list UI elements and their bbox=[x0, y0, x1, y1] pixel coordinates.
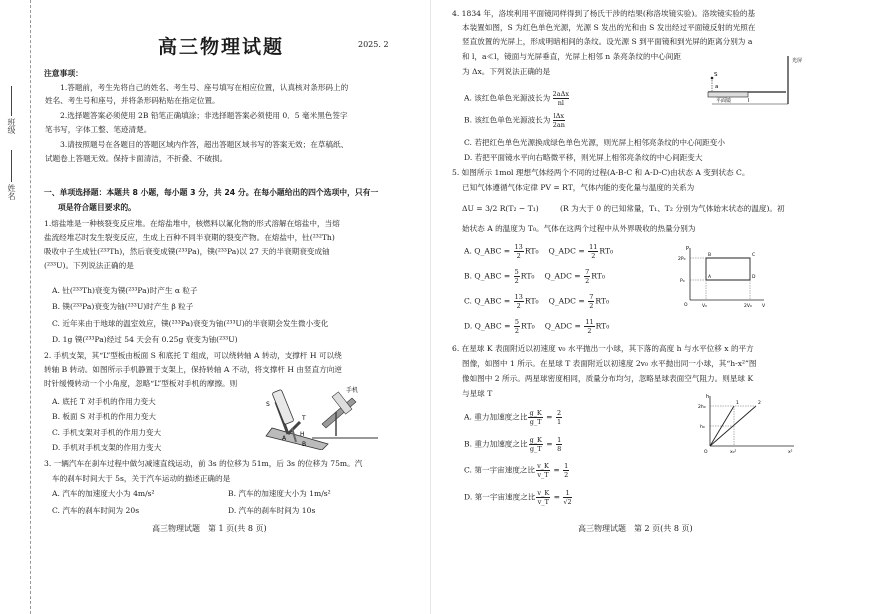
class-label: 班级 bbox=[7, 118, 16, 134]
q5-option-a[interactable] bbox=[464, 243, 613, 260]
option-text: RT₀ bbox=[599, 246, 614, 256]
frac-den: g_T bbox=[529, 445, 542, 453]
label-screen: 光屏 bbox=[792, 58, 803, 64]
label-x2: x² bbox=[788, 450, 793, 454]
note-line: 2.选择题答案必须使用 2B 铅笔正确填涂；非选择题答案必须使用 0．5 毫米黑色签字 bbox=[60, 111, 348, 120]
option-text: RT₀ bbox=[595, 321, 610, 331]
label-2: 2 bbox=[758, 401, 761, 406]
q1-stem: 盐流经堆芯时发生裂变反应，生成上百种不同半衰期的裂变产物。在熔盐中，钍(²³²Th) bbox=[44, 233, 335, 242]
fraction bbox=[514, 318, 520, 335]
name-underline bbox=[11, 150, 12, 182]
frac-num: 1 bbox=[557, 436, 562, 444]
q4-option-b-text: B. 该红色单色光源波长为 bbox=[464, 115, 551, 125]
option-text: C. Q_ABC = bbox=[464, 296, 513, 306]
label-o: O bbox=[704, 450, 708, 454]
label-a: A bbox=[708, 275, 712, 280]
q2-stem: 转轴 B 转动。如图所示手机静置于支架上，保持转轴 A 不动，将支撑杆 H 由竖直方向逆 bbox=[44, 365, 342, 374]
fraction bbox=[536, 462, 550, 479]
label-v: V bbox=[762, 304, 766, 308]
frac-num: 1 bbox=[563, 489, 571, 498]
frac-num: 13 bbox=[514, 243, 523, 251]
h-x2-graph bbox=[698, 392, 798, 454]
frac-num: 7 bbox=[585, 268, 590, 276]
frac-den: 2 bbox=[589, 302, 594, 310]
frac-den: √2 bbox=[563, 498, 572, 506]
label-t: T bbox=[302, 415, 306, 422]
q4-option-a[interactable] bbox=[464, 90, 569, 107]
option-text: B. 重力加速度之比 bbox=[464, 439, 528, 449]
note-line: 3.请按照题号在各题目的答题区域内作答，超出答题区域书写的答案无效；在草稿纸、 bbox=[60, 140, 349, 149]
label-h0: h₀ bbox=[700, 425, 705, 430]
q4-stem: 4. 1834 年，洛埃利用平面镜同样得到了杨氏干涉的结果(称洛埃镜实验)。洛埃镜实验的基 bbox=[452, 9, 756, 18]
label-a: a bbox=[715, 84, 719, 90]
q6-option-a[interactable] bbox=[464, 409, 563, 426]
option-text: RT₀ bbox=[595, 296, 610, 306]
q4-frac-b bbox=[553, 112, 565, 129]
q3-stem: 3. 一辆汽车在刹车过程中做匀减速直线运动，前 3s 的位移为 51m，后 3s 的位移为 75m。汽 bbox=[44, 459, 363, 468]
frac-num: 11 bbox=[589, 243, 598, 251]
q4-stem: 为 Δx。下列说法正确的是 bbox=[462, 67, 551, 76]
frac-den: g_T bbox=[529, 418, 542, 426]
q4-option-c[interactable]: C. 若把红色单色光源换成绿色单色光源，则光屏上相邻亮条纹的中心间距变小 bbox=[464, 138, 725, 147]
frac-den: 2 bbox=[587, 327, 592, 335]
fraction bbox=[514, 243, 524, 260]
q5-stem: (R 为大于 0 的已知常量，T₁、T₂ 分别为气体始末状态的温度)。初 bbox=[560, 204, 785, 213]
q5-stem: 已知气体遵循气体定律 PV = RT，气体内能的变化量与温度的关系为 bbox=[462, 183, 695, 192]
label-b: B bbox=[302, 441, 307, 448]
q3-option-a[interactable]: A. 汽车的加速度大小为 4m/s² bbox=[52, 489, 155, 498]
frac-num: 11 bbox=[585, 318, 594, 326]
page-footer: 高三物理试题 第 2 页(共 8 页) bbox=[578, 524, 693, 533]
q4-stem: 和 l，a≪l，镜面与光屏垂直，光屏上相邻 n 条亮条纹的中心间距 bbox=[462, 52, 681, 61]
source-dot bbox=[711, 77, 714, 80]
q3-option-b[interactable]: B. 汽车的加速度大小为 1m/s² bbox=[228, 489, 331, 498]
fraction bbox=[563, 462, 569, 479]
fraction bbox=[584, 318, 594, 335]
q3-stem: 车的刹车时间大于 5s，关于汽车运动的描述正确的是 bbox=[52, 474, 231, 483]
fraction bbox=[556, 436, 562, 453]
q4-option-b[interactable] bbox=[464, 112, 565, 129]
label-l: l bbox=[748, 98, 750, 104]
frac-num: 1 bbox=[564, 462, 569, 470]
q1-option-c[interactable]: C. 近年来由于地球的温室效应，镤(²³³Pa)衰变为铀(²³³U)的半衰期会发生微小变化 bbox=[52, 319, 329, 328]
fraction bbox=[584, 268, 590, 285]
option-text: RT₀ Q_ADC = bbox=[524, 246, 588, 256]
frac-den: 2 bbox=[564, 471, 569, 479]
option-text: = bbox=[550, 465, 563, 475]
q1-option-d[interactable]: D. 1g 镤(²³³Pa)经过 54 天会有 0.25g 衰变为铀(²³³U) bbox=[52, 335, 238, 344]
label-phone: 手机 bbox=[346, 387, 359, 394]
label-b: B bbox=[708, 253, 712, 258]
lloyd-mirror-figure bbox=[704, 52, 824, 108]
frac-num: v_K bbox=[537, 489, 550, 497]
frac-den: 2 bbox=[516, 302, 521, 310]
label-o: O bbox=[684, 303, 688, 308]
option-text: D. Q_ABC = bbox=[464, 321, 513, 331]
q2-option-d[interactable]: D. 手机对手机支架的作用力变大 bbox=[52, 443, 162, 452]
mirror-block bbox=[708, 92, 748, 97]
q6-option-b[interactable] bbox=[464, 436, 563, 453]
option-text: RT₀ Q_ADC = bbox=[524, 296, 588, 306]
frac-den: 2 bbox=[591, 252, 596, 260]
option-text: A. Q_ABC = bbox=[464, 246, 513, 256]
fraction bbox=[556, 409, 562, 426]
frac-den: 2 bbox=[585, 277, 590, 285]
option-text: RT₀ Q_ADC = bbox=[521, 321, 584, 331]
class-underline bbox=[11, 86, 12, 116]
label-h: h bbox=[706, 394, 710, 400]
frac-den: v_T bbox=[537, 471, 549, 479]
q5-stem: 始状态 A 的温度为 T₀。气体在这两个过程中从外界吸收的热量分别为 bbox=[462, 224, 696, 233]
fraction bbox=[529, 436, 543, 453]
frac-den: 1 bbox=[556, 418, 562, 426]
phone-stand-figure bbox=[252, 384, 382, 450]
q1-stem: (²³³U)。下列说法正确的是 bbox=[44, 261, 134, 270]
option-text: RT₀ Q_ADC = bbox=[520, 271, 584, 281]
frac-den: 2 bbox=[514, 277, 519, 285]
q6-stem: 与星球 T bbox=[462, 389, 493, 398]
label-h: H bbox=[300, 431, 305, 438]
q4-frac-a bbox=[553, 90, 569, 107]
label-1: 1 bbox=[736, 401, 739, 406]
q4-option-d[interactable]: D. 若把平面镜水平向右略微平移，则光屏上相邻亮条纹的中心间距变大 bbox=[464, 153, 703, 162]
q2-option-c[interactable]: C. 手机支架对手机的作用力变大 bbox=[52, 428, 162, 437]
cycle-path bbox=[706, 258, 750, 280]
frac-num: 13 bbox=[514, 293, 523, 301]
fraction bbox=[514, 293, 524, 310]
label-mirror: 平面镜 bbox=[716, 98, 732, 104]
option-text: C. 第一宇宙速度之比 bbox=[464, 465, 536, 475]
label-2h0: 2h₀ bbox=[698, 405, 706, 410]
q5-stem: 5. 如图所示 1mol 理想气体经两个不同的过程(A-B-C 和 A-D-C)由状态 A 变到状态 C。 bbox=[452, 168, 750, 177]
option-text: D. 第一宇宙速度之比 bbox=[464, 492, 536, 502]
frac-den: 8 bbox=[557, 445, 562, 453]
q3-option-c[interactable]: C. 汽车的刹车时间为 20s bbox=[52, 506, 140, 515]
stand-base bbox=[266, 428, 328, 450]
frac-num: g_K bbox=[529, 436, 542, 444]
label-x0sq: x₀² bbox=[730, 450, 737, 454]
q4-stem: 竖直放置的光屏上，形成明暗相间的条纹。设光源 S 到平面镜和到光屏的距离分别为 a bbox=[462, 37, 753, 46]
frac-den: 2 bbox=[516, 252, 521, 260]
q6-stem: 像如图中 2 所示。两星球密度相同，质量分布均匀，忽略星球表面空气阻力。则星球 K bbox=[462, 374, 754, 383]
q6-option-d[interactable] bbox=[464, 489, 573, 506]
fraction bbox=[563, 489, 571, 506]
note-line: 笔书写，字体工整、笔迹清楚。 bbox=[45, 125, 152, 134]
exam-date: 2025. 2 bbox=[358, 40, 389, 49]
q5-option-b[interactable] bbox=[464, 268, 605, 285]
note-line: 试题卷上答题无效。保持卡面清洁，不折叠、不破损。 bbox=[45, 154, 228, 163]
note-line: 姓名、考生号和座号，并将条形码粘贴在指定位置。 bbox=[45, 96, 220, 105]
label-v0: V₀ bbox=[702, 304, 707, 308]
q1-stem: 1.熔盐堆是一种核裂变反应堆。在熔盐堆中，核燃料以氟化物的形式溶解在熔盐中，当熔 bbox=[44, 219, 340, 228]
option-text: B. Q_ABC = bbox=[464, 271, 513, 281]
label-s: S bbox=[714, 72, 718, 78]
option-text: = bbox=[543, 439, 556, 449]
exam-title: 高三物理试题 bbox=[158, 36, 285, 58]
q5-option-c[interactable] bbox=[464, 293, 609, 310]
frac-den: 2 bbox=[514, 327, 520, 335]
q6-option-c[interactable] bbox=[464, 462, 570, 479]
q1-option-b[interactable]: B. 镤(²³³Pa)衰变为铀(²³³U)时产生 β 粒子 bbox=[52, 302, 194, 311]
label-c: C bbox=[752, 253, 756, 258]
q3-option-d[interactable]: D. 汽车的刹车时间为 10s bbox=[228, 506, 316, 515]
label-2p0: 2P₀ bbox=[678, 257, 686, 262]
binding-line bbox=[30, 0, 31, 614]
fraction bbox=[588, 243, 598, 260]
name-label: 姓名 bbox=[7, 184, 16, 200]
option-text: = bbox=[543, 412, 555, 422]
q6-stem: 6. 在星球 K 表面附近以初速度 v₀ 水平抛出一小球，其下落的高度 h 与水平位移 x 的平方 bbox=[452, 344, 754, 353]
page-footer: 高三物理试题 第 1 页(共 8 页) bbox=[152, 524, 267, 533]
fraction bbox=[514, 268, 520, 285]
label-p: P bbox=[686, 246, 690, 252]
q4-option-a-text: A. 该红色单色光源波长为 bbox=[464, 93, 551, 103]
fraction bbox=[528, 409, 542, 426]
label-d: D bbox=[752, 275, 756, 280]
pv-diagram bbox=[678, 244, 768, 308]
q2-option-b[interactable]: B. 板面 S 对手机的作用力变大 bbox=[52, 412, 156, 421]
q4-stem: 本装置如图，S 为红色单色光源，光源 S 发出的光和由 S 发出经过平面镜反射的光照在 bbox=[462, 23, 756, 32]
frac-den: 2an bbox=[552, 121, 565, 129]
frac-num: 2aΔx bbox=[552, 90, 570, 98]
frac-num: 5 bbox=[514, 318, 520, 326]
q2-stem: 2. 手机支架，其“L”型板由板面 S 和底托 T 组成，可以绕转轴 A 转动，支撑杆 H 可以绕 bbox=[44, 351, 342, 360]
left-page bbox=[0, 0, 430, 614]
frac-num: 5 bbox=[514, 268, 519, 276]
option-text: = bbox=[551, 492, 563, 502]
q5-formula: ΔU = 3/2 R(T₂ − T₁) bbox=[462, 204, 539, 213]
notes-title: 注意事项： bbox=[44, 69, 83, 78]
section-title: 一、单项选择题：本题共 8 小题，每小题 3 分，共 24 分。在每小题给出的四个选项中，只有一 bbox=[44, 188, 379, 197]
q6-stem: 图像，如图中 1 所示。在星球 T 表面附近以初速度 2v₀ 水平抛出同一小球，其“h-x²”图 bbox=[462, 359, 757, 368]
section-title-cont: 项是符合题目要求的。 bbox=[58, 203, 136, 212]
frac-num: lΔx bbox=[553, 112, 565, 120]
right-page bbox=[432, 0, 870, 614]
q2-stem: 时针缓慢转动一个小角度，忽略“L”型板对手机的摩擦。则 bbox=[44, 379, 238, 388]
frac-num: g_K bbox=[529, 409, 542, 417]
frac-num: v_K bbox=[537, 462, 549, 470]
q2-option-a[interactable]: A. 底托 T 对手机的作用力变大 bbox=[52, 397, 156, 406]
phone-body bbox=[272, 389, 294, 424]
label-2v0: 2V₀ bbox=[744, 304, 752, 308]
frac-den: nl bbox=[557, 99, 564, 107]
frac-den: v_T bbox=[537, 498, 549, 506]
q1-option-a[interactable]: A. 钍(²³³Th)衰变为镤(²³³Pa)时产生 α 粒子 bbox=[52, 286, 198, 295]
q5-option-d[interactable] bbox=[464, 318, 609, 335]
frac-num: 7 bbox=[589, 293, 594, 301]
option-text: A. 重力加速度之比 bbox=[464, 412, 528, 422]
label-s: S bbox=[266, 401, 270, 408]
note-line: 1.答题前，考生先将自己的姓名、考生号、座号填写在相应位置，认真核对条形码上的 bbox=[60, 83, 349, 92]
option-text: RT₀ bbox=[591, 271, 605, 281]
page-fold bbox=[430, 0, 431, 614]
fraction bbox=[536, 489, 550, 506]
label-p0: P₀ bbox=[680, 279, 685, 284]
fraction bbox=[588, 293, 594, 310]
frac-num: 2 bbox=[556, 409, 562, 417]
q1-stem: 吸收中子生成钍(²³³Th)，然后衰变成镤(²³³Pa)，镤(²³³Pa)以 27 天的半衰期衰变成铀 bbox=[44, 247, 330, 256]
label-a: A bbox=[282, 435, 287, 442]
